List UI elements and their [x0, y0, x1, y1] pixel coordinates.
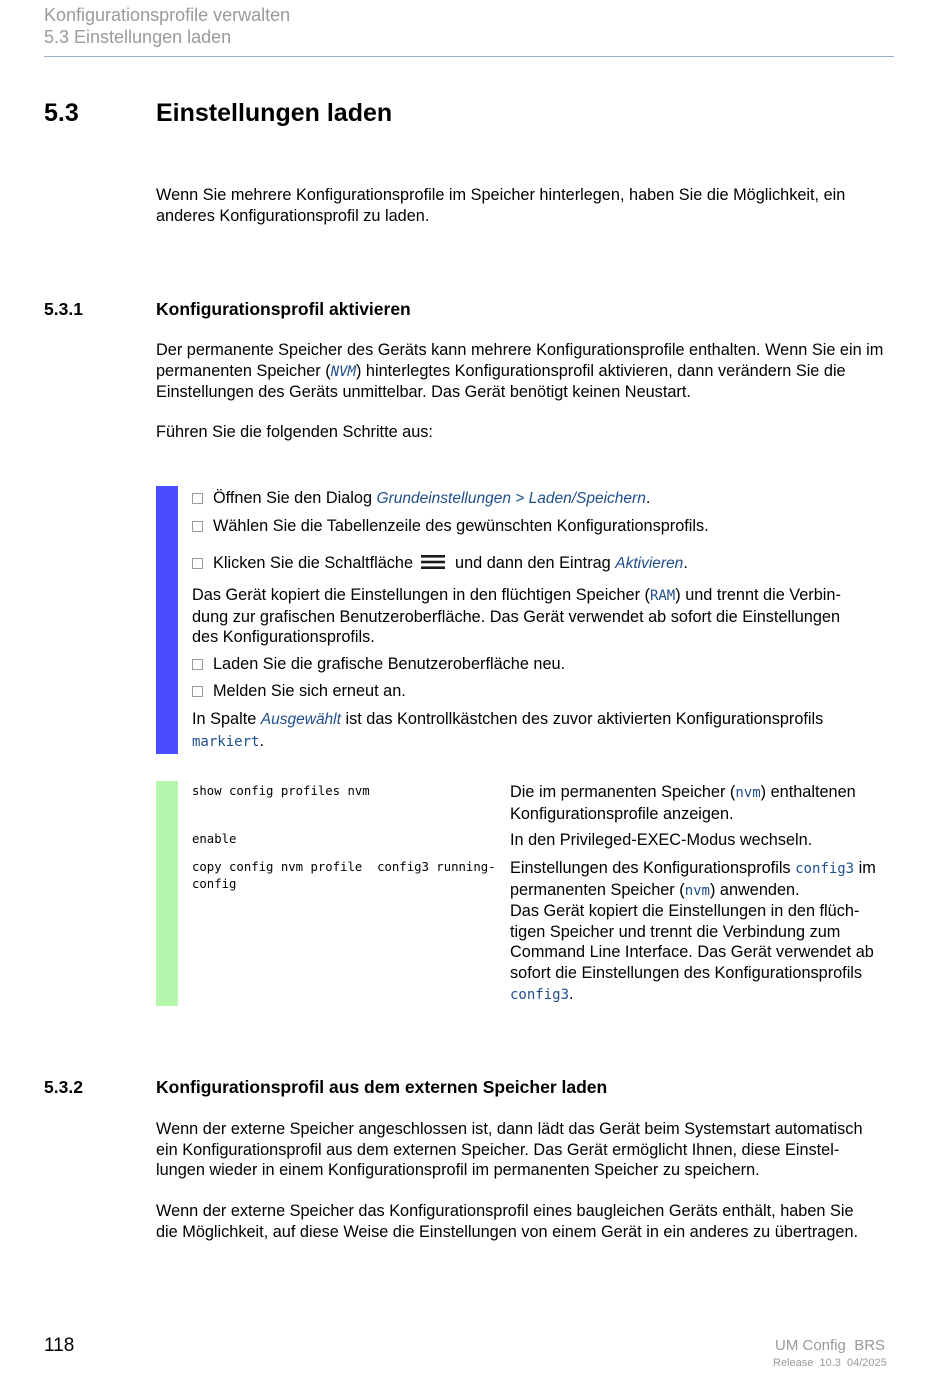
step-select-row — [192, 516, 709, 537]
desc-text: Einstellungen des Konfigurationsprofils — [510, 859, 796, 877]
step-text: Laden Sie die grafische Benutzeroberfläche neu. — [213, 655, 566, 673]
marked-code: markiert — [192, 733, 260, 750]
cmd-line: config — [192, 877, 237, 891]
cli-command-enable: enable — [192, 832, 237, 846]
step-open-dialog — [192, 488, 650, 510]
desc-text: Command Line Interface. Das Gerät verwendet ab — [510, 943, 874, 962]
note-text: des Konfigurationsprofils. — [192, 628, 375, 647]
section-title: Einstellungen laden — [156, 99, 393, 127]
config3-code: config3 — [510, 986, 570, 1003]
section-number: 5.3 — [44, 99, 79, 127]
sub2-paragraph-2 — [156, 1201, 901, 1242]
subsection-title: Konfigurationsprofil aktivieren — [156, 299, 411, 319]
para-line: ein Konfigurationsprofil aus dem externen Speicher. Das Gerät ermöglicht Ihnen, diese Einstel- — [156, 1140, 840, 1159]
nvm-code: NVM — [330, 363, 356, 380]
dialog-link[interactable]: Grundeinstellungen > Laden/Speichern — [376, 490, 646, 507]
nvm-code: nvm — [684, 882, 710, 899]
step-click-button — [192, 553, 688, 575]
result-note-1 — [192, 585, 892, 648]
note-text: . — [259, 731, 264, 750]
cmd-line: copy config nvm profile config3 running- — [192, 860, 496, 874]
result-note-2 — [192, 709, 892, 752]
para-line: Wenn der externe Speicher angeschlossen ist, dann lädt das Gerät beim Systemstart automatisch — [156, 1120, 863, 1138]
cli-desc-show — [510, 782, 895, 824]
nvm-code: nvm — [735, 785, 761, 801]
sub1-text-a: Der permanente Speicher des Geräts kann mehrere Konfigurationsprofile enthalten. Wenn Sie ein im permanenten Speicher ( — [156, 341, 884, 380]
menu-icon — [421, 554, 445, 570]
step-checkbox[interactable] — [192, 659, 203, 670]
step-text: Wählen Sie die Tabellenzeile des gewünschten Konfigurationsprofils. — [213, 517, 709, 535]
selected-column-link: Ausgewählt — [260, 711, 341, 728]
sub2-paragraph-1 — [156, 1119, 901, 1181]
note-text: Das Gerät kopiert die Einstellungen in den flüchtigen Speicher ( — [192, 586, 650, 604]
header-rule — [44, 56, 894, 57]
running-header-chapter: Konfigurationsprofile verwalten — [44, 5, 291, 25]
note-text: ) und trennt die Verbin- — [675, 586, 841, 604]
cli-desc-enable: In den Privileged-EXEC-Modus wechseln. — [510, 831, 813, 849]
cli-command-copy — [192, 859, 496, 893]
para-line: Wenn der externe Speicher das Konfigurationsprofil eines baugleichen Geräts enthält, haben Sie — [156, 1202, 854, 1220]
desc-text: im — [854, 859, 876, 877]
step-text: Melden Sie sich erneut an. — [213, 682, 406, 700]
running-header-section: 5.3 Einstellungen laden — [44, 27, 232, 47]
activate-link[interactable]: Aktivieren — [615, 555, 684, 572]
step-checkbox[interactable] — [192, 558, 203, 569]
steps-intro: Führen Sie die folgenden Schritte aus: — [156, 423, 433, 441]
para-line: lungen wieder in einem Konfigurationsprofil im permanenten Speicher zu speichern. — [156, 1161, 760, 1180]
ram-code: RAM — [649, 588, 676, 604]
page-number: 118 — [44, 1335, 75, 1356]
desc-text: tigen Speicher und trennt die Verbindung zum — [510, 922, 841, 941]
subsection-title: Konfigurationsprofil aus dem externen Speicher laden — [156, 1077, 608, 1097]
step-reload-ui — [192, 654, 565, 675]
note-text: ist das Kontrollkästchen des zuvor aktivierten Konfigurationsprofils — [340, 710, 824, 728]
step-text: Öffnen Sie den Dialog — [213, 489, 377, 507]
subsection-number: 5.3.2 — [44, 1077, 83, 1097]
running-header — [44, 4, 290, 48]
desc-text: . — [569, 984, 574, 1003]
desc-text: Konfigurationsprofile anzeigen. — [510, 804, 734, 823]
cli-desc-copy — [510, 858, 895, 1005]
desc-text: Das Gerät kopiert die Einstellungen in den flüch- — [510, 902, 860, 921]
release-info: Release 10.3 04/2025 — [773, 1357, 887, 1369]
desc-text: ) enthaltenen — [760, 783, 856, 801]
desc-text: permanenten Speicher ( — [510, 880, 685, 899]
step-text: Klicken Sie die Schaltfläche — [213, 554, 414, 572]
desc-text: Die im permanenten Speicher ( — [510, 783, 736, 801]
cli-command-show: show config profiles nvm — [192, 784, 370, 798]
sub1-paragraph — [156, 340, 901, 403]
step-checkbox[interactable] — [192, 493, 203, 504]
subsection-number: 5.3.1 — [44, 299, 83, 319]
sub1-text-b: ) hinterlegtes Konfigurationsprofil aktivieren, dann verändern Sie die Einstellungen des Geräts unmittelbar. Das Gerät benötigt keinen Neustart. — [156, 361, 846, 402]
step-login — [192, 681, 406, 702]
desc-text: ) anwenden. — [709, 880, 800, 899]
step-text: und dann den Eintrag — [455, 554, 616, 572]
step-checkbox[interactable] — [192, 686, 203, 697]
cli-bar — [156, 781, 178, 1006]
intro-paragraph: Wenn Sie mehrere Konfigurationsprofile im Speicher hinterlegen, haben Sie die Möglichkeit, ein anderes Konfigurationsprofil zu laden. — [156, 186, 846, 225]
step-checkbox[interactable] — [192, 521, 203, 532]
instruction-bar — [156, 486, 178, 754]
para-line: die Möglichkeit, auf diese Weise die Einstellungen von einem Gerät in ein anderes zu übertragen. — [156, 1222, 859, 1241]
note-text: In Spalte — [192, 710, 261, 728]
desc-text: sofort die Einstellungen des Konfigurationsprofils — [510, 963, 863, 982]
config3-code: config3 — [795, 861, 855, 877]
step-punct: . — [683, 554, 688, 572]
doc-name: UM Config BRS — [775, 1337, 886, 1354]
note-text: dung zur grafischen Benutzeroberfläche. Das Gerät verwendet ab sofort die Einstellungen — [192, 607, 841, 626]
step-punct: . — [645, 489, 651, 507]
